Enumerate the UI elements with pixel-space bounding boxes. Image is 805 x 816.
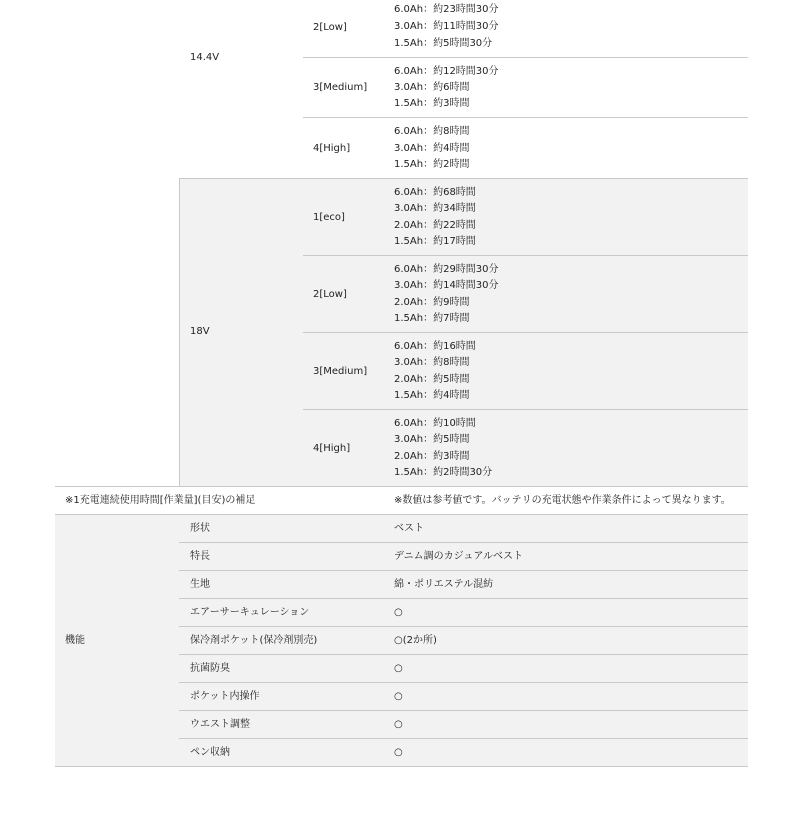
runtime-line: 6.0Ah：約16時間 [394,341,476,352]
runtime-line: 3.0Ah：約5時間 [394,434,470,445]
runtime-line: 1.5Ah：約3時間 [394,98,470,109]
row-divider [179,738,748,739]
runtime-line: 1.5Ah：約5時間30分 [394,38,493,49]
voltage-label-18v: 18V [190,326,210,337]
mode-label: 2[Low] [313,289,347,300]
feature-value: ○(2か所) [394,635,437,646]
row-divider [303,57,748,58]
feature-label: 抗菌防臭 [190,663,230,674]
runtime-line: 1.5Ah：約4時間 [394,390,470,401]
row-divider [303,117,748,118]
features-group-label: 機能 [65,635,85,646]
row-divider [303,255,748,256]
mode-label: 2[Low] [313,22,347,33]
runtime-line: 1.5Ah：約2時間 [394,159,470,170]
feature-value: ○ [394,719,403,730]
column-divider [179,178,180,486]
runtime-line: 3.0Ah：約4時間 [394,143,470,154]
row-divider [179,570,748,571]
runtime-line: 2.0Ah：約22時間 [394,220,476,231]
feature-label: ウエスト調整 [190,719,250,730]
feature-value: ○ [394,747,403,758]
runtime-line: 1.5Ah：約2時間30分 [394,467,493,478]
runtime-line: 2.0Ah：約9時間 [394,297,470,308]
row-divider [179,682,748,683]
runtime-line: 6.0Ah：約8時間 [394,126,470,137]
row-divider [303,332,748,333]
feature-label: 特長 [190,551,210,562]
table-bottom-border [55,766,748,767]
runtime-line: 6.0Ah：約29時間30分 [394,264,499,275]
runtime-line: 6.0Ah：約10時間 [394,418,476,429]
feature-value: ○ [394,663,403,674]
feature-label: 保冷剤ポケット(保冷剤別売) [190,635,318,646]
row-divider [179,710,748,711]
note-value: ※数値は参考値です。バッテリの充電状態や作業条件によって異なります。 [394,495,731,506]
runtime-line: 3.0Ah：約8時間 [394,357,470,368]
feature-value: ○ [394,607,403,618]
mode-label: 4[High] [313,443,351,454]
runtime-line: 6.0Ah：約68時間 [394,187,476,198]
feature-label: ペン収納 [190,747,230,758]
feature-value: 綿・ポリエステル混紡 [394,579,494,590]
runtime-line: 1.5Ah：約17時間 [394,236,476,247]
feature-label: 形状 [190,523,210,534]
runtime-line: 3.0Ah：約6時間 [394,82,470,93]
runtime-line: 2.0Ah：約5時間 [394,374,470,385]
runtime-line: 3.0Ah：約14時間30分 [394,280,499,291]
row-divider [179,626,748,627]
voltage-label-14v: 14.4V [190,52,220,63]
row-divider [303,409,748,410]
feature-value: ○ [394,691,403,702]
note-label: ※1充電連続使用時間[作業量](目安)の補足 [65,495,256,506]
row-divider [179,598,748,599]
row-divider [179,542,748,543]
runtime-line: 3.0Ah：約11時間30分 [394,21,499,32]
mode-label: 1[eco] [313,212,345,223]
row-divider [55,514,748,515]
runtime-line: 1.5Ah：約7時間 [394,313,470,324]
row-divider [179,178,748,179]
feature-value: ベスト [394,523,424,534]
feature-label: 生地 [190,579,210,590]
mode-label: 3[Medium] [313,82,368,93]
row-divider [55,486,748,487]
mode-label: 4[High] [313,143,351,154]
feature-value: デニム調のカジュアルベスト [394,551,523,562]
row-divider [179,654,748,655]
runtime-line: 2.0Ah：約3時間 [394,451,470,462]
runtime-line: 3.0Ah：約34時間 [394,203,476,214]
mode-label: 3[Medium] [313,366,368,377]
feature-label: ポケット内操作 [190,691,260,702]
runtime-line: 6.0Ah：約12時間30分 [394,66,499,77]
runtime-line: 6.0Ah：約23時間30分 [394,4,499,15]
feature-label: エアーサーキュレーション [190,607,310,618]
